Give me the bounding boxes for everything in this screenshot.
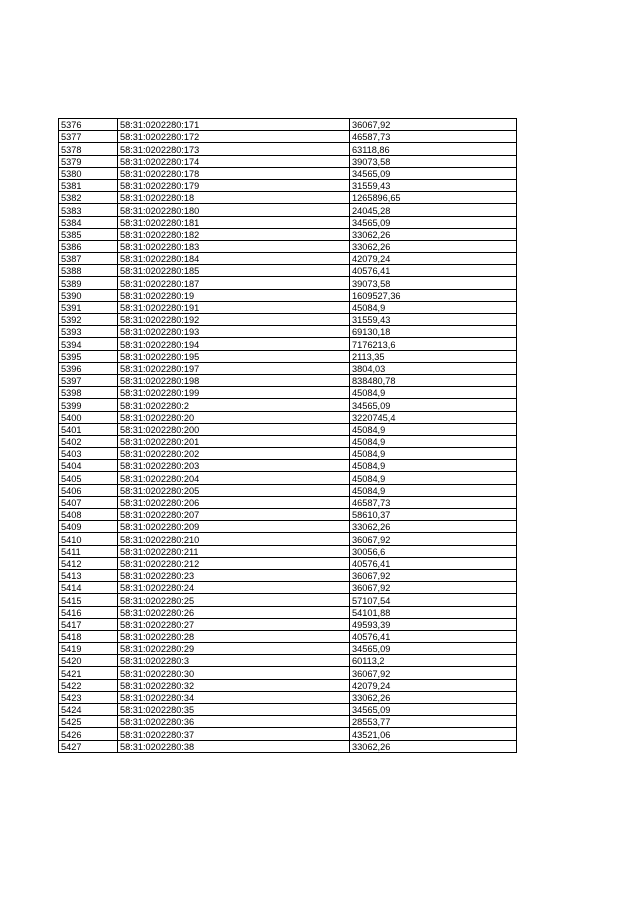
value-cell: 33062,26 <box>350 240 517 252</box>
value-cell: 36067,92 <box>350 667 517 679</box>
value-cell: 45084,9 <box>350 484 517 496</box>
value-cell: 7176213,6 <box>350 338 517 350</box>
value-cell: 46587,73 <box>350 496 517 508</box>
table-row <box>59 691 517 703</box>
cadastral-number-cell: 58:31:0202280:32 <box>118 679 350 691</box>
table-row <box>59 630 517 642</box>
cadastral-number-cell: 58:31:0202280:173 <box>118 143 350 155</box>
row-number-cell: 5381 <box>59 179 118 191</box>
table-row <box>59 240 517 252</box>
cadastral-number-cell: 58:31:0202280:206 <box>118 496 350 508</box>
value-cell: 36067,92 <box>350 582 517 594</box>
row-number-cell: 5377 <box>59 131 118 143</box>
table-row <box>59 606 517 618</box>
value-cell: 31559,43 <box>350 314 517 326</box>
value-cell: 34565,09 <box>350 399 517 411</box>
row-number-cell: 5399 <box>59 399 118 411</box>
table-row <box>59 545 517 557</box>
cadastral-number-cell: 58:31:0202280:207 <box>118 509 350 521</box>
table-row <box>59 557 517 569</box>
value-cell: 40576,41 <box>350 265 517 277</box>
row-number-cell: 5410 <box>59 533 118 545</box>
table-row <box>59 582 517 594</box>
row-number-cell: 5388 <box>59 265 118 277</box>
table-row <box>59 740 517 752</box>
cadastral-number-cell: 58:31:0202280:180 <box>118 204 350 216</box>
value-cell: 58610,37 <box>350 509 517 521</box>
value-cell: 45084,9 <box>350 301 517 313</box>
cadastral-number-cell: 58:31:0202280:205 <box>118 484 350 496</box>
value-cell: 54101,88 <box>350 606 517 618</box>
table-row <box>59 716 517 728</box>
table-body <box>59 119 517 753</box>
table-row <box>59 484 517 496</box>
value-cell: 36067,92 <box>350 569 517 581</box>
table-row <box>59 448 517 460</box>
value-cell: 43521,06 <box>350 728 517 740</box>
row-number-cell: 5426 <box>59 728 118 740</box>
cadastral-number-cell: 58:31:0202280:37 <box>118 728 350 740</box>
table-row <box>59 265 517 277</box>
value-cell: 40576,41 <box>350 557 517 569</box>
value-cell: 30056,6 <box>350 545 517 557</box>
cadastral-number-cell: 58:31:0202280:209 <box>118 521 350 533</box>
row-number-cell: 5413 <box>59 569 118 581</box>
cadastral-number-cell: 58:31:0202280:20 <box>118 411 350 423</box>
table-row <box>59 533 517 545</box>
table-row <box>59 326 517 338</box>
row-number-cell: 5391 <box>59 301 118 313</box>
row-number-cell: 5397 <box>59 374 118 386</box>
cadastral-number-cell: 58:31:0202280:35 <box>118 704 350 716</box>
table-row <box>59 289 517 301</box>
table-row <box>59 569 517 581</box>
value-cell: 45084,9 <box>350 460 517 472</box>
cadastral-number-cell: 58:31:0202280:36 <box>118 716 350 728</box>
table-row <box>59 679 517 691</box>
cadastral-number-cell: 58:31:0202280:23 <box>118 569 350 581</box>
table-row <box>59 460 517 472</box>
cadastral-number-cell: 58:31:0202280:212 <box>118 557 350 569</box>
table-row <box>59 143 517 155</box>
row-number-cell: 5414 <box>59 582 118 594</box>
row-number-cell: 5416 <box>59 606 118 618</box>
cadastral-number-cell: 58:31:0202280:178 <box>118 167 350 179</box>
row-number-cell: 5387 <box>59 253 118 265</box>
value-cell: 1265896,65 <box>350 192 517 204</box>
value-cell: 36067,92 <box>350 119 517 131</box>
row-number-cell: 5384 <box>59 216 118 228</box>
cadastral-number-cell: 58:31:0202280:26 <box>118 606 350 618</box>
cadastral-number-cell: 58:31:0202280:38 <box>118 740 350 752</box>
value-cell: 45084,9 <box>350 472 517 484</box>
cadastral-number-cell: 58:31:0202280:27 <box>118 618 350 630</box>
cadastral-number-cell: 58:31:0202280:187 <box>118 277 350 289</box>
row-number-cell: 5420 <box>59 655 118 667</box>
cadastral-number-cell: 58:31:0202280:202 <box>118 448 350 460</box>
row-number-cell: 5386 <box>59 240 118 252</box>
row-number-cell: 5393 <box>59 326 118 338</box>
cadastral-number-cell: 58:31:0202280:185 <box>118 265 350 277</box>
value-cell: 33062,26 <box>350 740 517 752</box>
value-cell: 34565,09 <box>350 167 517 179</box>
cadastral-number-cell: 58:31:0202280:201 <box>118 435 350 447</box>
row-number-cell: 5407 <box>59 496 118 508</box>
cadastral-number-cell: 58:31:0202280:183 <box>118 240 350 252</box>
row-number-cell: 5415 <box>59 594 118 606</box>
row-number-cell: 5392 <box>59 314 118 326</box>
value-cell: 39073,58 <box>350 277 517 289</box>
row-number-cell: 5378 <box>59 143 118 155</box>
table-row <box>59 277 517 289</box>
value-cell: 45084,9 <box>350 387 517 399</box>
cadastral-number-cell: 58:31:0202280:25 <box>118 594 350 606</box>
row-number-cell: 5382 <box>59 192 118 204</box>
row-number-cell: 5396 <box>59 362 118 374</box>
cadastral-number-cell: 58:31:0202280:193 <box>118 326 350 338</box>
value-cell: 33062,26 <box>350 691 517 703</box>
row-number-cell: 5422 <box>59 679 118 691</box>
value-cell: 39073,58 <box>350 155 517 167</box>
table-row <box>59 667 517 679</box>
table-row <box>59 119 517 131</box>
row-number-cell: 5406 <box>59 484 118 496</box>
value-cell: 34565,09 <box>350 216 517 228</box>
table-row <box>59 350 517 362</box>
value-cell: 838480,78 <box>350 374 517 386</box>
cadastral-number-cell: 58:31:0202280:24 <box>118 582 350 594</box>
row-number-cell: 5404 <box>59 460 118 472</box>
table-row <box>59 228 517 240</box>
value-cell: 1609527,36 <box>350 289 517 301</box>
row-number-cell: 5380 <box>59 167 118 179</box>
table-row <box>59 472 517 484</box>
row-number-cell: 5400 <box>59 411 118 423</box>
cadastral-number-cell: 58:31:0202280:29 <box>118 643 350 655</box>
table-row <box>59 216 517 228</box>
cadastral-number-cell: 58:31:0202280:184 <box>118 253 350 265</box>
cadastral-number-cell: 58:31:0202280:210 <box>118 533 350 545</box>
table-row <box>59 179 517 191</box>
row-number-cell: 5425 <box>59 716 118 728</box>
cadastral-number-cell: 58:31:0202280:172 <box>118 131 350 143</box>
cadastral-number-cell: 58:31:0202280:191 <box>118 301 350 313</box>
cadastral-number-cell: 58:31:0202280:198 <box>118 374 350 386</box>
row-number-cell: 5376 <box>59 119 118 131</box>
value-cell: 33062,26 <box>350 228 517 240</box>
row-number-cell: 5395 <box>59 350 118 362</box>
cadastral-number-cell: 58:31:0202280:179 <box>118 179 350 191</box>
cadastral-number-cell: 58:31:0202280:199 <box>118 387 350 399</box>
row-number-cell: 5403 <box>59 448 118 460</box>
table-row <box>59 594 517 606</box>
value-cell: 45084,9 <box>350 423 517 435</box>
cadastral-number-cell: 58:31:0202280:19 <box>118 289 350 301</box>
cadastral-number-cell: 58:31:0202280:197 <box>118 362 350 374</box>
table-row <box>59 155 517 167</box>
table-row <box>59 435 517 447</box>
table-row <box>59 399 517 411</box>
value-cell: 42079,24 <box>350 679 517 691</box>
value-cell: 57107,54 <box>350 594 517 606</box>
value-cell: 60113,2 <box>350 655 517 667</box>
value-cell: 34565,09 <box>350 704 517 716</box>
row-number-cell: 5421 <box>59 667 118 679</box>
row-number-cell: 5412 <box>59 557 118 569</box>
cadastral-number-cell: 58:31:0202280:2 <box>118 399 350 411</box>
table-row <box>59 521 517 533</box>
value-cell: 36067,92 <box>350 533 517 545</box>
cadastral-number-cell: 58:31:0202280:211 <box>118 545 350 557</box>
cadastral-number-cell: 58:31:0202280:203 <box>118 460 350 472</box>
cadastral-number-cell: 58:31:0202280:171 <box>118 119 350 131</box>
cadastral-number-cell: 58:31:0202280:182 <box>118 228 350 240</box>
table-row <box>59 253 517 265</box>
row-number-cell: 5418 <box>59 630 118 642</box>
table-row <box>59 643 517 655</box>
cadastral-number-cell: 58:31:0202280:195 <box>118 350 350 362</box>
table-row <box>59 655 517 667</box>
table-row <box>59 167 517 179</box>
cadastral-number-cell: 58:31:0202280:181 <box>118 216 350 228</box>
row-number-cell: 5389 <box>59 277 118 289</box>
row-number-cell: 5394 <box>59 338 118 350</box>
table-row <box>59 204 517 216</box>
cadastral-number-cell: 58:31:0202280:28 <box>118 630 350 642</box>
row-number-cell: 5383 <box>59 204 118 216</box>
value-cell: 46587,73 <box>350 131 517 143</box>
row-number-cell: 5408 <box>59 509 118 521</box>
cadastral-number-cell: 58:31:0202280:194 <box>118 338 350 350</box>
row-number-cell: 5427 <box>59 740 118 752</box>
row-number-cell: 5424 <box>59 704 118 716</box>
row-number-cell: 5411 <box>59 545 118 557</box>
table-row <box>59 423 517 435</box>
row-number-cell: 5379 <box>59 155 118 167</box>
value-cell: 49593,39 <box>350 618 517 630</box>
table-row <box>59 374 517 386</box>
value-cell: 3220745,4 <box>350 411 517 423</box>
value-cell: 42079,24 <box>350 253 517 265</box>
row-number-cell: 5423 <box>59 691 118 703</box>
table-row <box>59 362 517 374</box>
value-cell: 3804,03 <box>350 362 517 374</box>
value-cell: 40576,41 <box>350 630 517 642</box>
value-cell: 24045,28 <box>350 204 517 216</box>
value-cell: 33062,26 <box>350 521 517 533</box>
row-number-cell: 5398 <box>59 387 118 399</box>
table-row <box>59 131 517 143</box>
cadastral-number-cell: 58:31:0202280:34 <box>118 691 350 703</box>
table-row <box>59 314 517 326</box>
cadastral-number-cell: 58:31:0202280:174 <box>118 155 350 167</box>
table-row <box>59 192 517 204</box>
row-number-cell: 5402 <box>59 435 118 447</box>
row-number-cell: 5419 <box>59 643 118 655</box>
cadastral-number-cell: 58:31:0202280:204 <box>118 472 350 484</box>
table-row <box>59 618 517 630</box>
row-number-cell: 5405 <box>59 472 118 484</box>
table-row <box>59 509 517 521</box>
cadastral-number-cell: 58:31:0202280:200 <box>118 423 350 435</box>
value-cell: 28553,77 <box>350 716 517 728</box>
table-row <box>59 411 517 423</box>
row-number-cell: 5401 <box>59 423 118 435</box>
table-row <box>59 387 517 399</box>
cadastral-number-cell: 58:31:0202280:3 <box>118 655 350 667</box>
table-row <box>59 728 517 740</box>
row-number-cell: 5385 <box>59 228 118 240</box>
row-number-cell: 5409 <box>59 521 118 533</box>
value-cell: 45084,9 <box>350 435 517 447</box>
cadastral-number-cell: 58:31:0202280:18 <box>118 192 350 204</box>
value-cell: 31559,43 <box>350 179 517 191</box>
value-cell: 34565,09 <box>350 643 517 655</box>
cadastral-number-cell: 58:31:0202280:192 <box>118 314 350 326</box>
value-cell: 69130,18 <box>350 326 517 338</box>
table-row <box>59 496 517 508</box>
value-cell: 45084,9 <box>350 448 517 460</box>
table-row <box>59 704 517 716</box>
data-table <box>58 118 517 753</box>
value-cell: 63118,86 <box>350 143 517 155</box>
value-cell: 2113,35 <box>350 350 517 362</box>
row-number-cell: 5390 <box>59 289 118 301</box>
table-row <box>59 338 517 350</box>
row-number-cell: 5417 <box>59 618 118 630</box>
cadastral-number-cell: 58:31:0202280:30 <box>118 667 350 679</box>
table-row <box>59 301 517 313</box>
